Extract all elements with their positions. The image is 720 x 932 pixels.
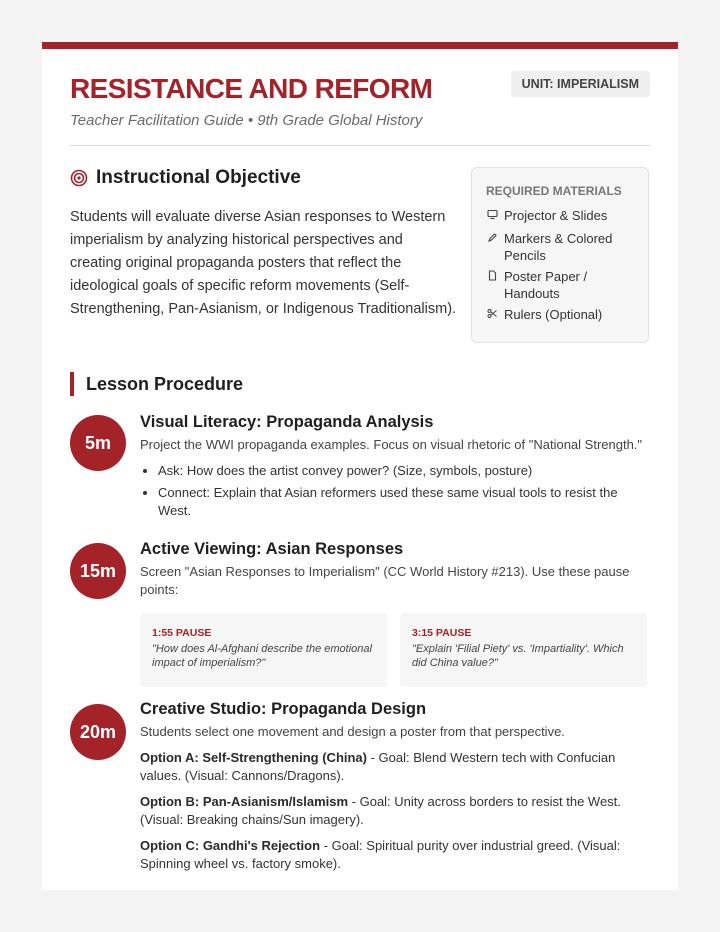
lesson-page <box>42 42 678 890</box>
page-subtitle: Teacher Facilitation Guide • 9th Grade Global History <box>70 112 423 129</box>
page-title: RESISTANCE AND REFORM <box>70 73 433 104</box>
design-option <box>140 749 652 785</box>
material-item <box>486 306 634 325</box>
marker-icon <box>486 232 498 249</box>
material-label: Rulers (Optional) <box>504 307 603 322</box>
step-title: Active Viewing: Asian Responses <box>140 540 404 558</box>
objective-title: Instructional Objective <box>96 167 301 188</box>
unit-badge: UNIT: IMPERIALISM <box>511 71 650 97</box>
material-label: Poster Paper / Handouts <box>504 269 588 301</box>
list-item: • Connect: Explain that Asian reformers used these same visual tools to resist the West. <box>158 484 652 520</box>
pause-card <box>400 613 647 687</box>
option-label: Option B: Pan-Asianism/Islamism <box>140 794 349 809</box>
objective-text: Students will evaluate diverse Asian responses to Western imperialism by analyzing historical perspectives and creating original propaganda posters that reflect the ideological goals of specific reform movements (Self-Strengthening, Pan-Asianism, or Indigenous Traditionalism). <box>70 209 457 317</box>
material-item <box>486 230 634 264</box>
material-item <box>486 207 634 226</box>
option-text: - Goal: Blend Western tech with Confucian values. (Visual: Cannons/Dragons). <box>140 750 616 783</box>
monitor-icon <box>486 209 498 226</box>
objective-heading <box>70 167 301 189</box>
step-description: Students select one movement and design a poster from that perspective. <box>140 724 565 739</box>
design-option <box>140 837 652 873</box>
option-text: - Goal: Spiritual purity over industrial greed. (Visual: Spinning wheel vs. factory smoke). <box>140 838 621 871</box>
header-divider <box>70 145 650 146</box>
material-item <box>486 268 634 302</box>
step-time-badge: 15m <box>70 543 126 599</box>
pause-card <box>140 613 387 687</box>
list-item: • Ask: How does the artist convey power? (Size, symbols, posture) <box>158 462 652 480</box>
pause-time: 3:15 PAUSE <box>412 627 472 639</box>
step-title: Creative Studio: Propaganda Design <box>140 700 427 718</box>
material-label: Projector & Slides <box>504 208 608 223</box>
scissors-icon <box>486 308 498 325</box>
pause-points <box>140 613 652 687</box>
material-label: Markers & Colored Pencils <box>504 231 613 263</box>
step-time-badge: 5m <box>70 415 126 471</box>
pause-time: 1:55 PAUSE <box>152 627 212 639</box>
pause-question: "How does Al-Afghani describe the emotional impact of imperialism?" <box>152 643 372 669</box>
target-icon <box>70 169 88 187</box>
option-label: Option A: Self-Strengthening (China) <box>140 750 367 765</box>
document-icon <box>486 270 498 287</box>
pause-question: "Explain 'Filial Piety' vs. 'Impartiality'. Which did China value?" <box>412 643 624 669</box>
step-description: Project the WWI propaganda examples. Focus on visual rhetoric of "National Strength." <box>140 437 643 452</box>
step-1 <box>140 413 652 524</box>
materials-box <box>471 167 649 343</box>
step-bullets <box>140 462 652 520</box>
step-time-badge: 20m <box>70 704 126 760</box>
step-description: Screen "Asian Responses to Imperialism" (CC World History #213). Use these pause points: <box>140 564 630 597</box>
design-option <box>140 793 652 829</box>
step-2 <box>140 540 652 687</box>
option-text: - Goal: Unity across borders to resist the West. (Visual: Breaking chains/Sun imagery). <box>140 794 621 827</box>
step-3 <box>140 700 652 873</box>
option-label: Option C: Gandhi's Rejection <box>140 838 321 853</box>
materials-title: REQUIRED MATERIALS <box>486 184 622 198</box>
procedure-heading: Lesson Procedure <box>70 372 243 396</box>
step-title: Visual Literacy: Propaganda Analysis <box>140 413 434 431</box>
